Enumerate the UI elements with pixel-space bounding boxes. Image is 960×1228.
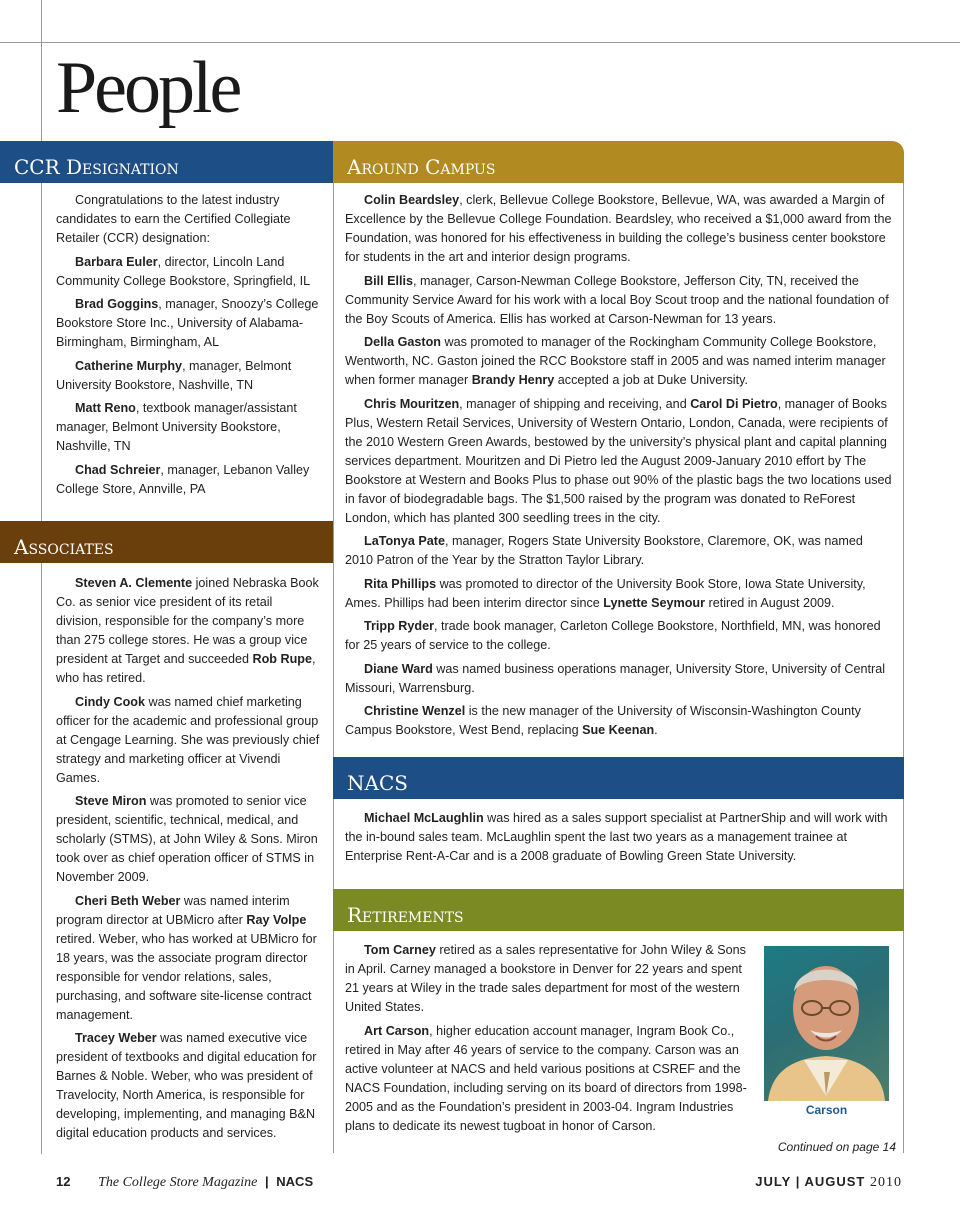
around-campus-paragraph xyxy=(345,395,893,528)
person-name: Rob Rupe xyxy=(252,652,312,666)
person-name: Chad Schreier xyxy=(75,462,161,477)
paragraph-text: was promoted to manager of the Rockingham Community College Bookstore, Wentworth, NC. Gaston joined the RCC Bookstore staff in 2005 and was named interim manager when former manager xyxy=(345,335,886,387)
paragraph-text: , manager of Books Plus, Western Retail Services, University of Western Ontario, London, Canada, were recipients of the 2010 Western Green Awards, bestowed by the university’s physical plant and capital planning services department. Mouritzen and Di Pietro led the August 2009-January 2010 effort by The Bookstore at Western and Books Plus to phase out 90% of the plastic bags the two locations used in favor of biodegradable bags. The $1,500 raised by the program was donated to ReForest London, which has planted 300 seedling trees in the city. xyxy=(345,396,892,525)
ccr-section-body xyxy=(56,191,321,503)
person-name: Catherine Murphy xyxy=(75,358,183,373)
ccr-paragraph xyxy=(56,253,321,291)
paragraph-text: accepted a job at Duke University. xyxy=(554,373,748,387)
person-name: Colin Beardsley xyxy=(364,193,460,207)
paragraph-text: was named business operations manager, University Store, University of Central Missouri, Warrensburg. xyxy=(345,661,885,695)
associates-paragraph xyxy=(56,792,321,887)
person-name: Lynette Seymour xyxy=(603,595,706,610)
around-campus-section-title: Around Campus xyxy=(347,155,496,179)
around-campus-paragraph xyxy=(345,532,893,570)
person-name: Della Gaston xyxy=(364,335,441,349)
person-name: Christine Wenzel xyxy=(364,704,466,718)
paragraph-text: , higher education account manager, Ingram Book Co., retired in May after 46 years of service to the company. Carson was an active volunteer at NACS and held various positions at CSREF and the NACS Foundation, including serving on its board of directors from 1998-2005 and as the Foundation’s president in 2003-04. Ingram Industries plans to dedicate its newest tugboat in honor of Carson. xyxy=(345,1023,747,1133)
person-name: Tripp Ryder xyxy=(364,619,434,633)
issue-label: JULY | AUGUST xyxy=(755,1174,866,1189)
person-name: Brad Goggins xyxy=(75,297,159,311)
associates-section-title: Associates xyxy=(14,535,114,559)
paragraph-text: retired as a sales representative for John Wiley & Sons in April. Carney managed a bookstore in Denver for 22 years and spent 21 years at Wiley in the trade sales department for most of the western United States. xyxy=(345,943,746,1014)
paragraph-text: was named executive vice president of textbooks and digital education for Barnes & Noble. Weber, who was president of Travelocity, North America, is responsible for developing, implementing, and managing B&N digital education products and services. xyxy=(56,1031,317,1140)
paragraph-text: Congratulations to the latest industry candidates to earn the Certified Collegiate Retailer (CCR) designation: xyxy=(56,193,291,245)
paragraph-text: , manager, Carson-Newman College Bookstore, Jefferson City, TN, received the Community Service Award for his work with a local Boy Scout troop and the national foundation of the Boy Scouts of America. Ellis has worked at Carson-Newman for 13 years. xyxy=(345,273,889,326)
person-name: Sue Keenan xyxy=(582,723,655,737)
person-name: Steven A. Clemente xyxy=(75,576,193,590)
paragraph-text: was named chief marketing officer for the academic and professional group at Cengage Learning. She was previously chief strategy and marketing officer at Vivendi Games. xyxy=(56,694,320,785)
retirements-section-body xyxy=(345,941,749,1140)
photo-caption: Carson xyxy=(805,1103,848,1117)
ccr-paragraph xyxy=(56,357,321,395)
around-campus-paragraph xyxy=(345,272,893,329)
paragraph-text: was promoted to senior vice president, scientific, technical, medical, and scholarly (STMS), at John Wiley & Sons. Miron took over as chief operation officer of STMS in November 2009. xyxy=(56,794,318,884)
paragraph-text: was hired as a sales support specialist at PartnerShip and will work with the in-bound sales team. McLaughlin spent the last two years as a management trainee at Enterprise Rent-A-Car and is a 2008 graduate of Bowling Green State University. xyxy=(345,811,888,863)
column-divider xyxy=(333,183,334,1153)
person-name: LaTonya Pate xyxy=(364,534,445,548)
person-name: Tom Carney xyxy=(364,943,436,957)
retirements-section-header xyxy=(333,889,904,931)
paragraph-text: retired in August 2009. xyxy=(705,595,835,610)
footer-right xyxy=(755,1174,902,1191)
person-name: Matt Reno xyxy=(75,401,136,415)
paragraph-text: , manager, Snoozy’s College Bookstore Store Inc., University of Alabama-Birmingham, Birmingham, AL xyxy=(56,297,319,349)
person-name: Michael McLaughlin xyxy=(364,811,484,825)
associates-section-body xyxy=(56,574,321,1148)
associates-paragraph xyxy=(56,574,321,688)
continued-note: Continued on page 14 xyxy=(777,1140,896,1154)
magazine-name: The College Store Magazine xyxy=(98,1175,258,1190)
around-campus-paragraph xyxy=(345,333,893,390)
carson-photo xyxy=(764,946,889,1101)
person-name: Tracey Weber xyxy=(75,1031,157,1045)
paragraph-text: was promoted to director of the University Book Store, Iowa State University, Ames. Phillips had been interim director since xyxy=(345,576,866,610)
footer-separator: | xyxy=(265,1174,269,1189)
paragraph-text: , director, Lincoln Land Community College Bookstore, Springfield, IL xyxy=(56,254,311,288)
associates-paragraph xyxy=(56,892,321,1025)
around-campus-section-body xyxy=(345,191,893,745)
ccr-paragraph xyxy=(56,461,321,499)
issue-year: 2010 xyxy=(870,1175,902,1190)
paragraph-text: retired. Weber, who has worked at UBMicro for 18 years, was the associate program director responsible for vendor relations, sales, purchasing, and software site-license contract management. xyxy=(56,931,317,1022)
around-campus-section-header xyxy=(333,141,904,183)
ccr-paragraph xyxy=(56,399,321,456)
paragraph-text: , textbook manager/assistant manager, Belmont University Bookstore, Nashville, TN xyxy=(56,401,297,453)
person-name: Rita Phillips xyxy=(364,576,437,591)
paragraph-text: was named interim program director at UBMicro after xyxy=(56,893,290,927)
paragraph-text: , manager, Lebanon Valley College Store, Annville, PA xyxy=(56,462,310,496)
ccr-section-header xyxy=(0,141,333,183)
retirements-section-title: Retirements xyxy=(347,903,464,927)
person-name: Carol Di Pietro xyxy=(690,396,778,411)
footer-org: NACS xyxy=(276,1174,314,1189)
around-campus-paragraph xyxy=(345,702,893,740)
person-name: Ray Volpe xyxy=(246,912,307,927)
nacs-section-body xyxy=(345,809,893,871)
person-name: Art Carson xyxy=(364,1023,430,1038)
retirements-paragraph xyxy=(345,941,749,1017)
paragraph-text: is the new manager of the University of Wisconsin-Washington County Campus Bookstore, West Bend, replacing xyxy=(345,704,861,737)
ccr-section-title: CCR Designation xyxy=(14,155,179,179)
ccr-paragraph xyxy=(56,295,321,352)
nacs-section-title: NACS xyxy=(347,771,408,795)
around-campus-paragraph xyxy=(345,575,893,613)
paragraph-text: joined Nebraska Book Co. as senior vice president of its retail division, responsible for the company’s more than 275 college stores. He was a group vice president at Target and succeeded xyxy=(56,576,319,666)
person-name: Brandy Henry xyxy=(471,373,555,387)
paragraph-text: , manager, Belmont University Bookstore, Nashville, TN xyxy=(56,358,292,392)
portrait-illustration xyxy=(764,946,889,1101)
around-campus-paragraph xyxy=(345,191,893,267)
nacs-paragraph xyxy=(345,809,893,866)
associates-paragraph xyxy=(56,1029,321,1143)
paragraph-text: . xyxy=(654,723,658,737)
paragraph-text: , who has retired. xyxy=(56,652,316,685)
around-campus-paragraph xyxy=(345,660,893,698)
paragraph-text: , manager of shipping and receiving, and xyxy=(459,396,691,411)
person-name: Barbara Euler xyxy=(75,254,158,269)
associates-section-header xyxy=(0,521,333,563)
person-name: Bill Ellis xyxy=(364,273,413,288)
ccr-paragraph xyxy=(56,191,321,248)
retirements-paragraph xyxy=(345,1022,749,1136)
person-name: Chris Mouritzen xyxy=(364,396,460,411)
person-name: Cindy Cook xyxy=(75,694,145,709)
person-name: Steve Miron xyxy=(75,794,147,808)
paragraph-text: , manager, Rogers State University Bookstore, Claremore, OK, was named 2010 Patron of the Year by the Stratton Taylor Library. xyxy=(345,534,863,567)
paragraph-text: , clerk, Bellevue College Bookstore, Bellevue, WA, was awarded a Margin of Excellence by the Bellevue College Foundation. Beardsley, who received a $1,000 award from the Foundation, was honored for his effectiveness in building the college’s business center bookstore for students in the art and interior design programs. xyxy=(345,193,892,264)
page-number: 12 xyxy=(56,1174,71,1189)
person-name: Cheri Beth Weber xyxy=(75,893,181,908)
page-title: People xyxy=(56,47,240,129)
person-name: Diane Ward xyxy=(364,661,433,676)
paragraph-text: , trade book manager, Carleton College Bookstore, Northfield, MN, was honored for 25 years of service to the college. xyxy=(345,619,881,652)
nacs-section-header xyxy=(333,757,904,799)
associates-paragraph xyxy=(56,693,321,788)
right-column-rule xyxy=(903,183,904,1153)
around-campus-paragraph xyxy=(345,617,893,655)
top-rule xyxy=(0,42,960,43)
footer-left xyxy=(56,1174,313,1191)
